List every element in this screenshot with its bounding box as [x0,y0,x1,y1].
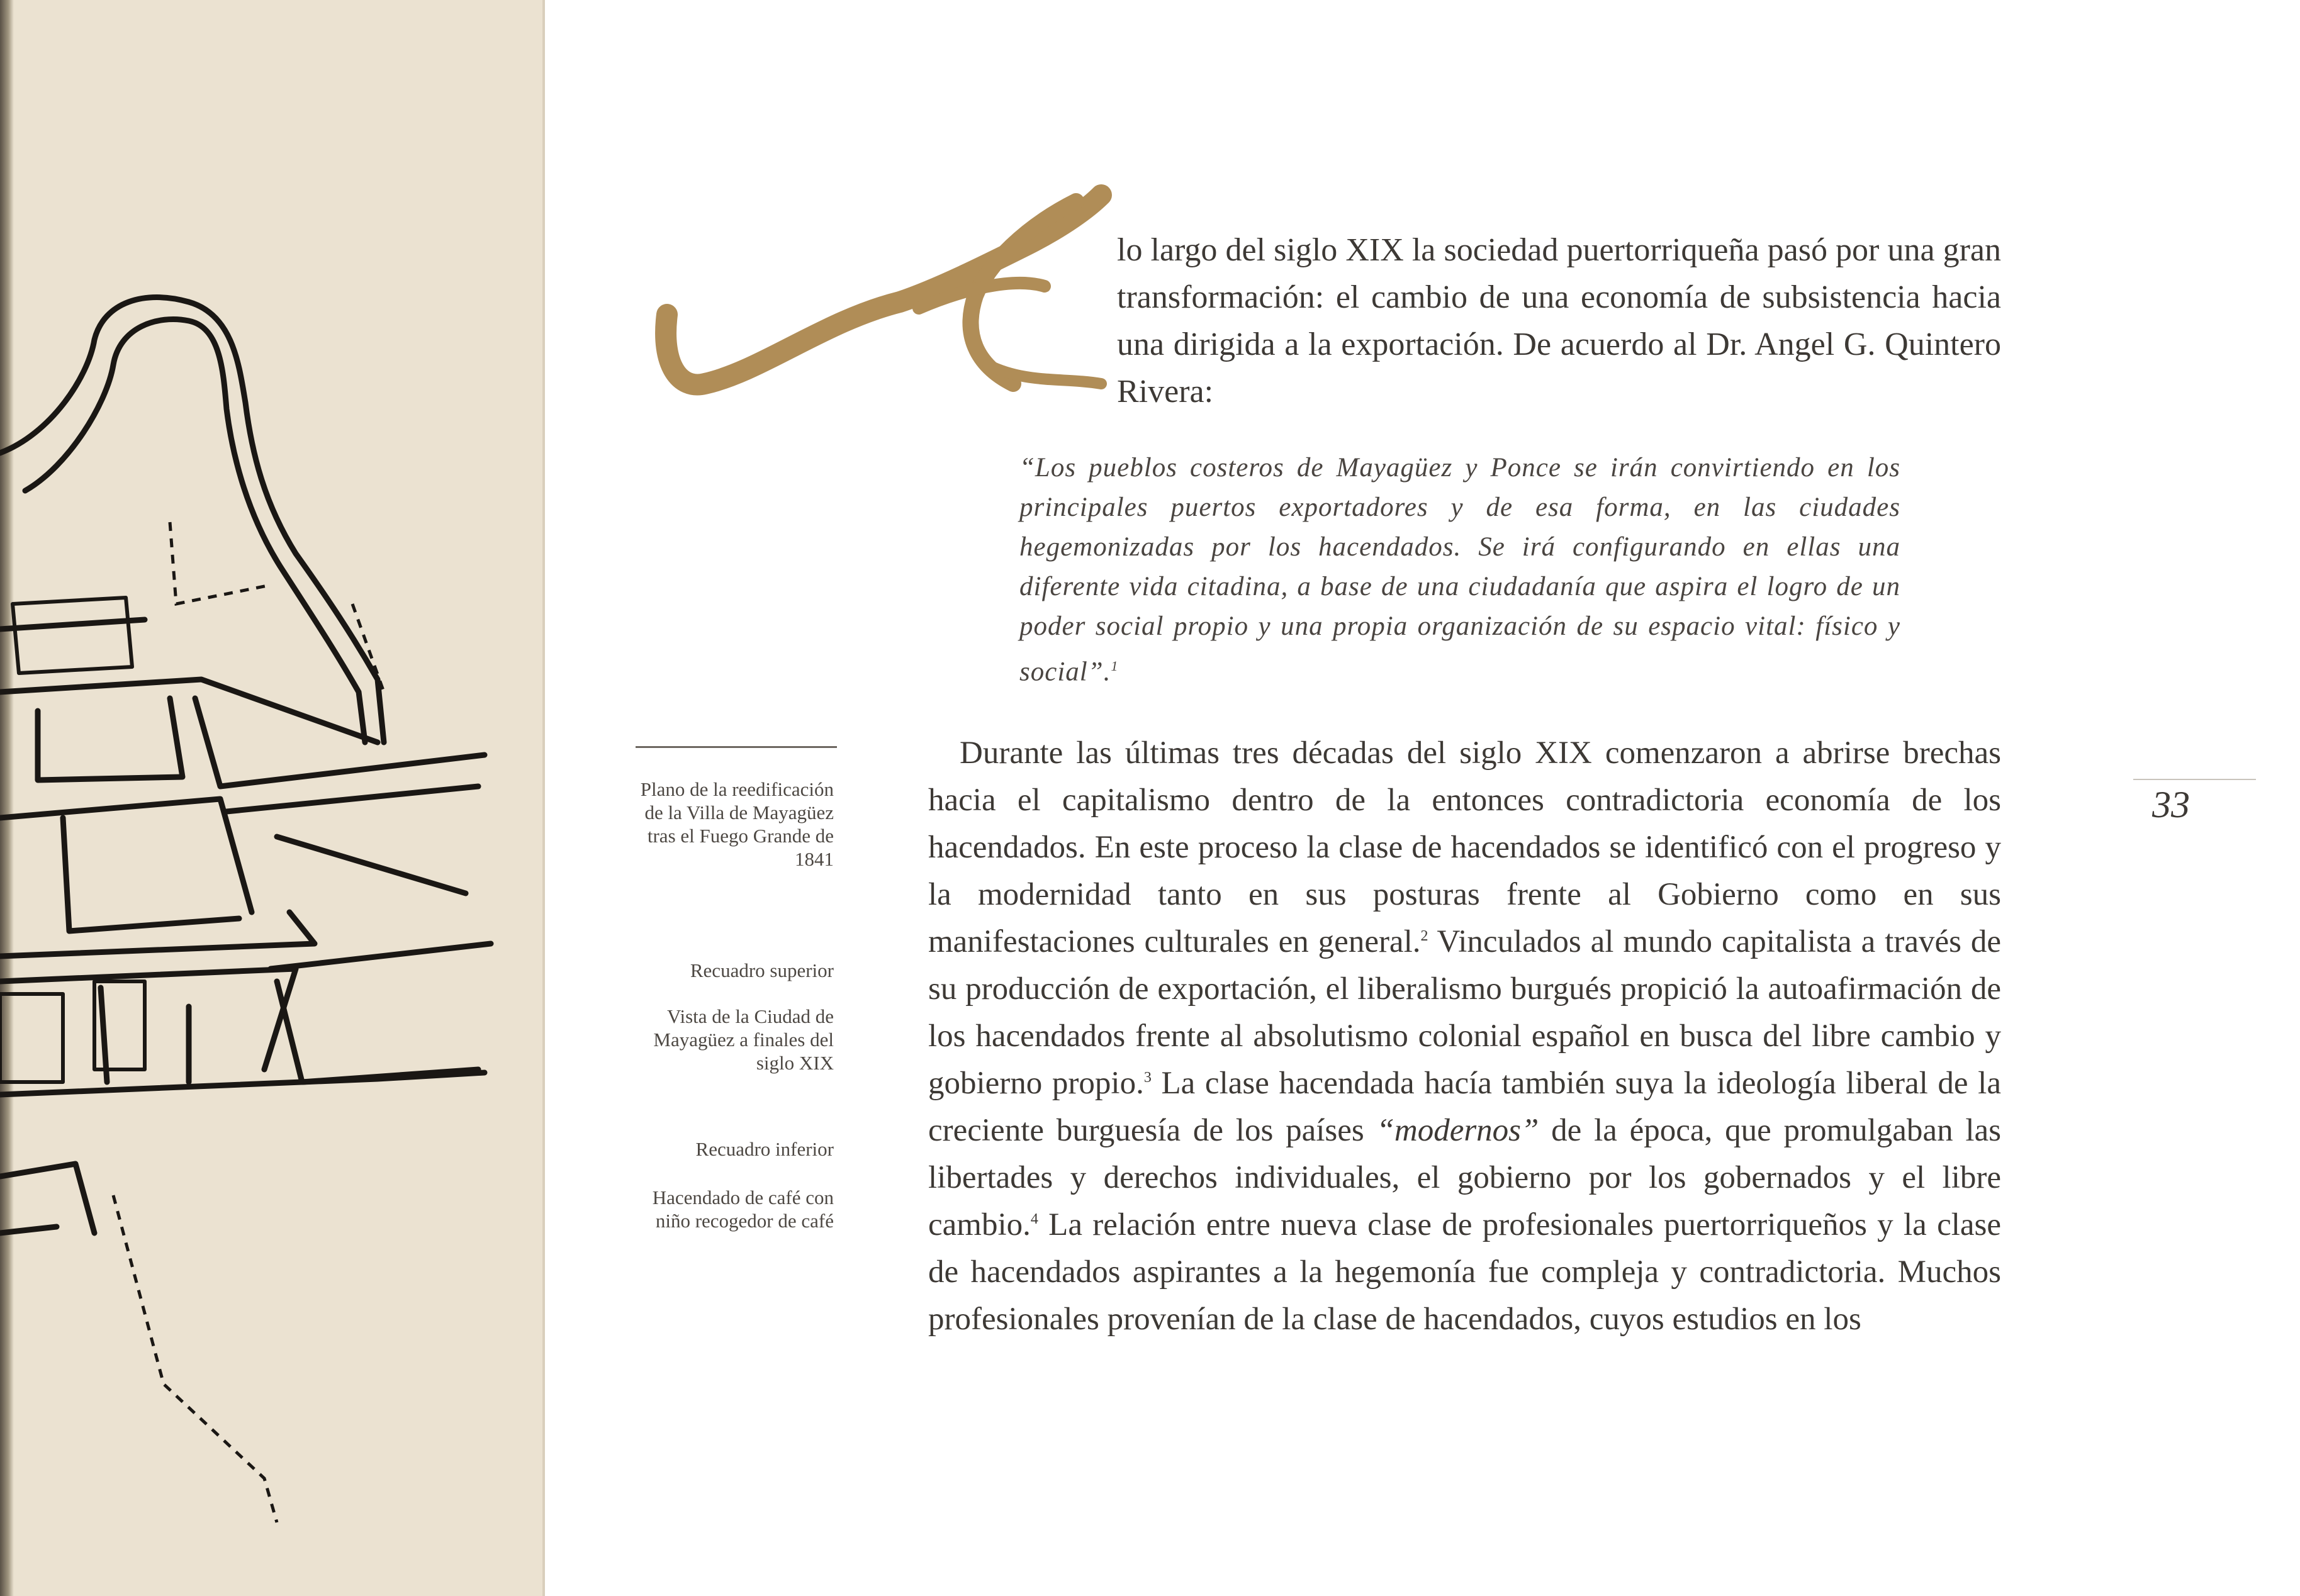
body-emphasis: “modernos” [1376,1113,1539,1148]
street-2 [0,679,378,742]
upper-inset-label: Recuadro superior [690,959,834,981]
street-12 [277,981,478,1082]
street-10 [0,969,296,1069]
river-outer [0,298,384,743]
street-7 [63,818,239,931]
quote-text: “Los pueblos costeros de Mayagüez y Ponce se irán convirtiendo en los principales puertos exportadores y de esa forma, en las ciudades hegemonizadas por los hacendados. Se irá configurando en ellas una diferente vida citadina, a base de una ciudadanía que aspira el logro de un poder social propio y una propia organización de su espacio vital: físico y social”. [1019,453,1900,687]
town-plan-drawing [0,0,542,1596]
body-segment-2: Vinculados al mundo capitalista a través de su producción de exportación, el liberalismo burgués propició la autoafirmación de los hacendados frente al absolutismo colonial español en busca del libre cambio y gobierno propio. [928,924,2001,1101]
street-11 [271,944,491,969]
street-9 [277,837,466,893]
lower-inset-label: Recuadro inferior [695,1138,834,1160]
street-16 [0,1164,94,1233]
street-17 [0,1227,57,1233]
street-3 [38,698,182,780]
body-paragraph [928,730,2001,1343]
block-cluster [13,598,132,673]
page-number-rule [2133,779,2256,780]
boundary-dashed-1 [170,522,271,604]
block-quote [1019,448,1900,691]
upper-inset-caption: Vista de la Ciudad de Mayagüez a finales del siglo XIX [653,1005,834,1074]
street-8 [0,912,315,956]
page-number: 33 [2152,784,2190,825]
street-4 [195,698,485,786]
footnote-1: 1 [1111,658,1119,674]
street-5 [0,799,252,912]
street-1 [0,620,145,629]
intro-paragraph: lo largo del siglo XIX la sociedad puertorriqueña pasó por una gran transformación: el cambio de una economía de subsistencia hacia una dirigida a la exportación. De acuerdo al Dr. Angel G. Quintero Rivera: [1117,232,2001,410]
body-segment-1: Durante las últimas tres décadas del siglo XIX comenzaron a abrirse brechas hacia el capitalismo dentro de la entonces contradictoria economía de los hacendados. En este proceso la clase de hacendados se identificó con el progreso y la modernidad tanto en sus posturas frente al Gobierno como en sus manifestaciones culturales en general. [928,735,2001,959]
map-illustration [0,0,545,1596]
street-6 [227,786,478,812]
caption-divider [636,746,837,748]
caption-column [623,778,834,1232]
body-segment-3: La clase hacendada hacía también suya la ideología liberal de la creciente burguesía de los países [928,1066,2001,1148]
dropcap-ornament [636,176,1114,440]
footnote-3: 3 [1143,1069,1152,1086]
body-segment-4: de la época, que promulgaban las libertades y derechos individuales, el gobierno por los gobernados y el libre cambio. [928,1113,2001,1242]
block-grid-b [0,994,63,1082]
body-segment-5: La relación entre nueva clase de profesionales puertorriqueños y la clase de hacendados aspirantes a la hegemonía fue compleja y contradictoria. Muchos profesionales provenían de la clase de hacendados, cuyos estudios en los [928,1207,2001,1337]
street-15 [0,1073,485,1095]
boundary-dashed-2 [113,1195,277,1522]
footnote-4: 4 [1030,1211,1038,1227]
map-caption: Plano de la reedificación de la Villa de Mayagüez tras el Fuego Grande de 1841 [640,778,834,870]
lower-inset-caption: Hacendado de café con niño recogedor de café [652,1186,834,1232]
footnote-2: 2 [1420,928,1428,944]
